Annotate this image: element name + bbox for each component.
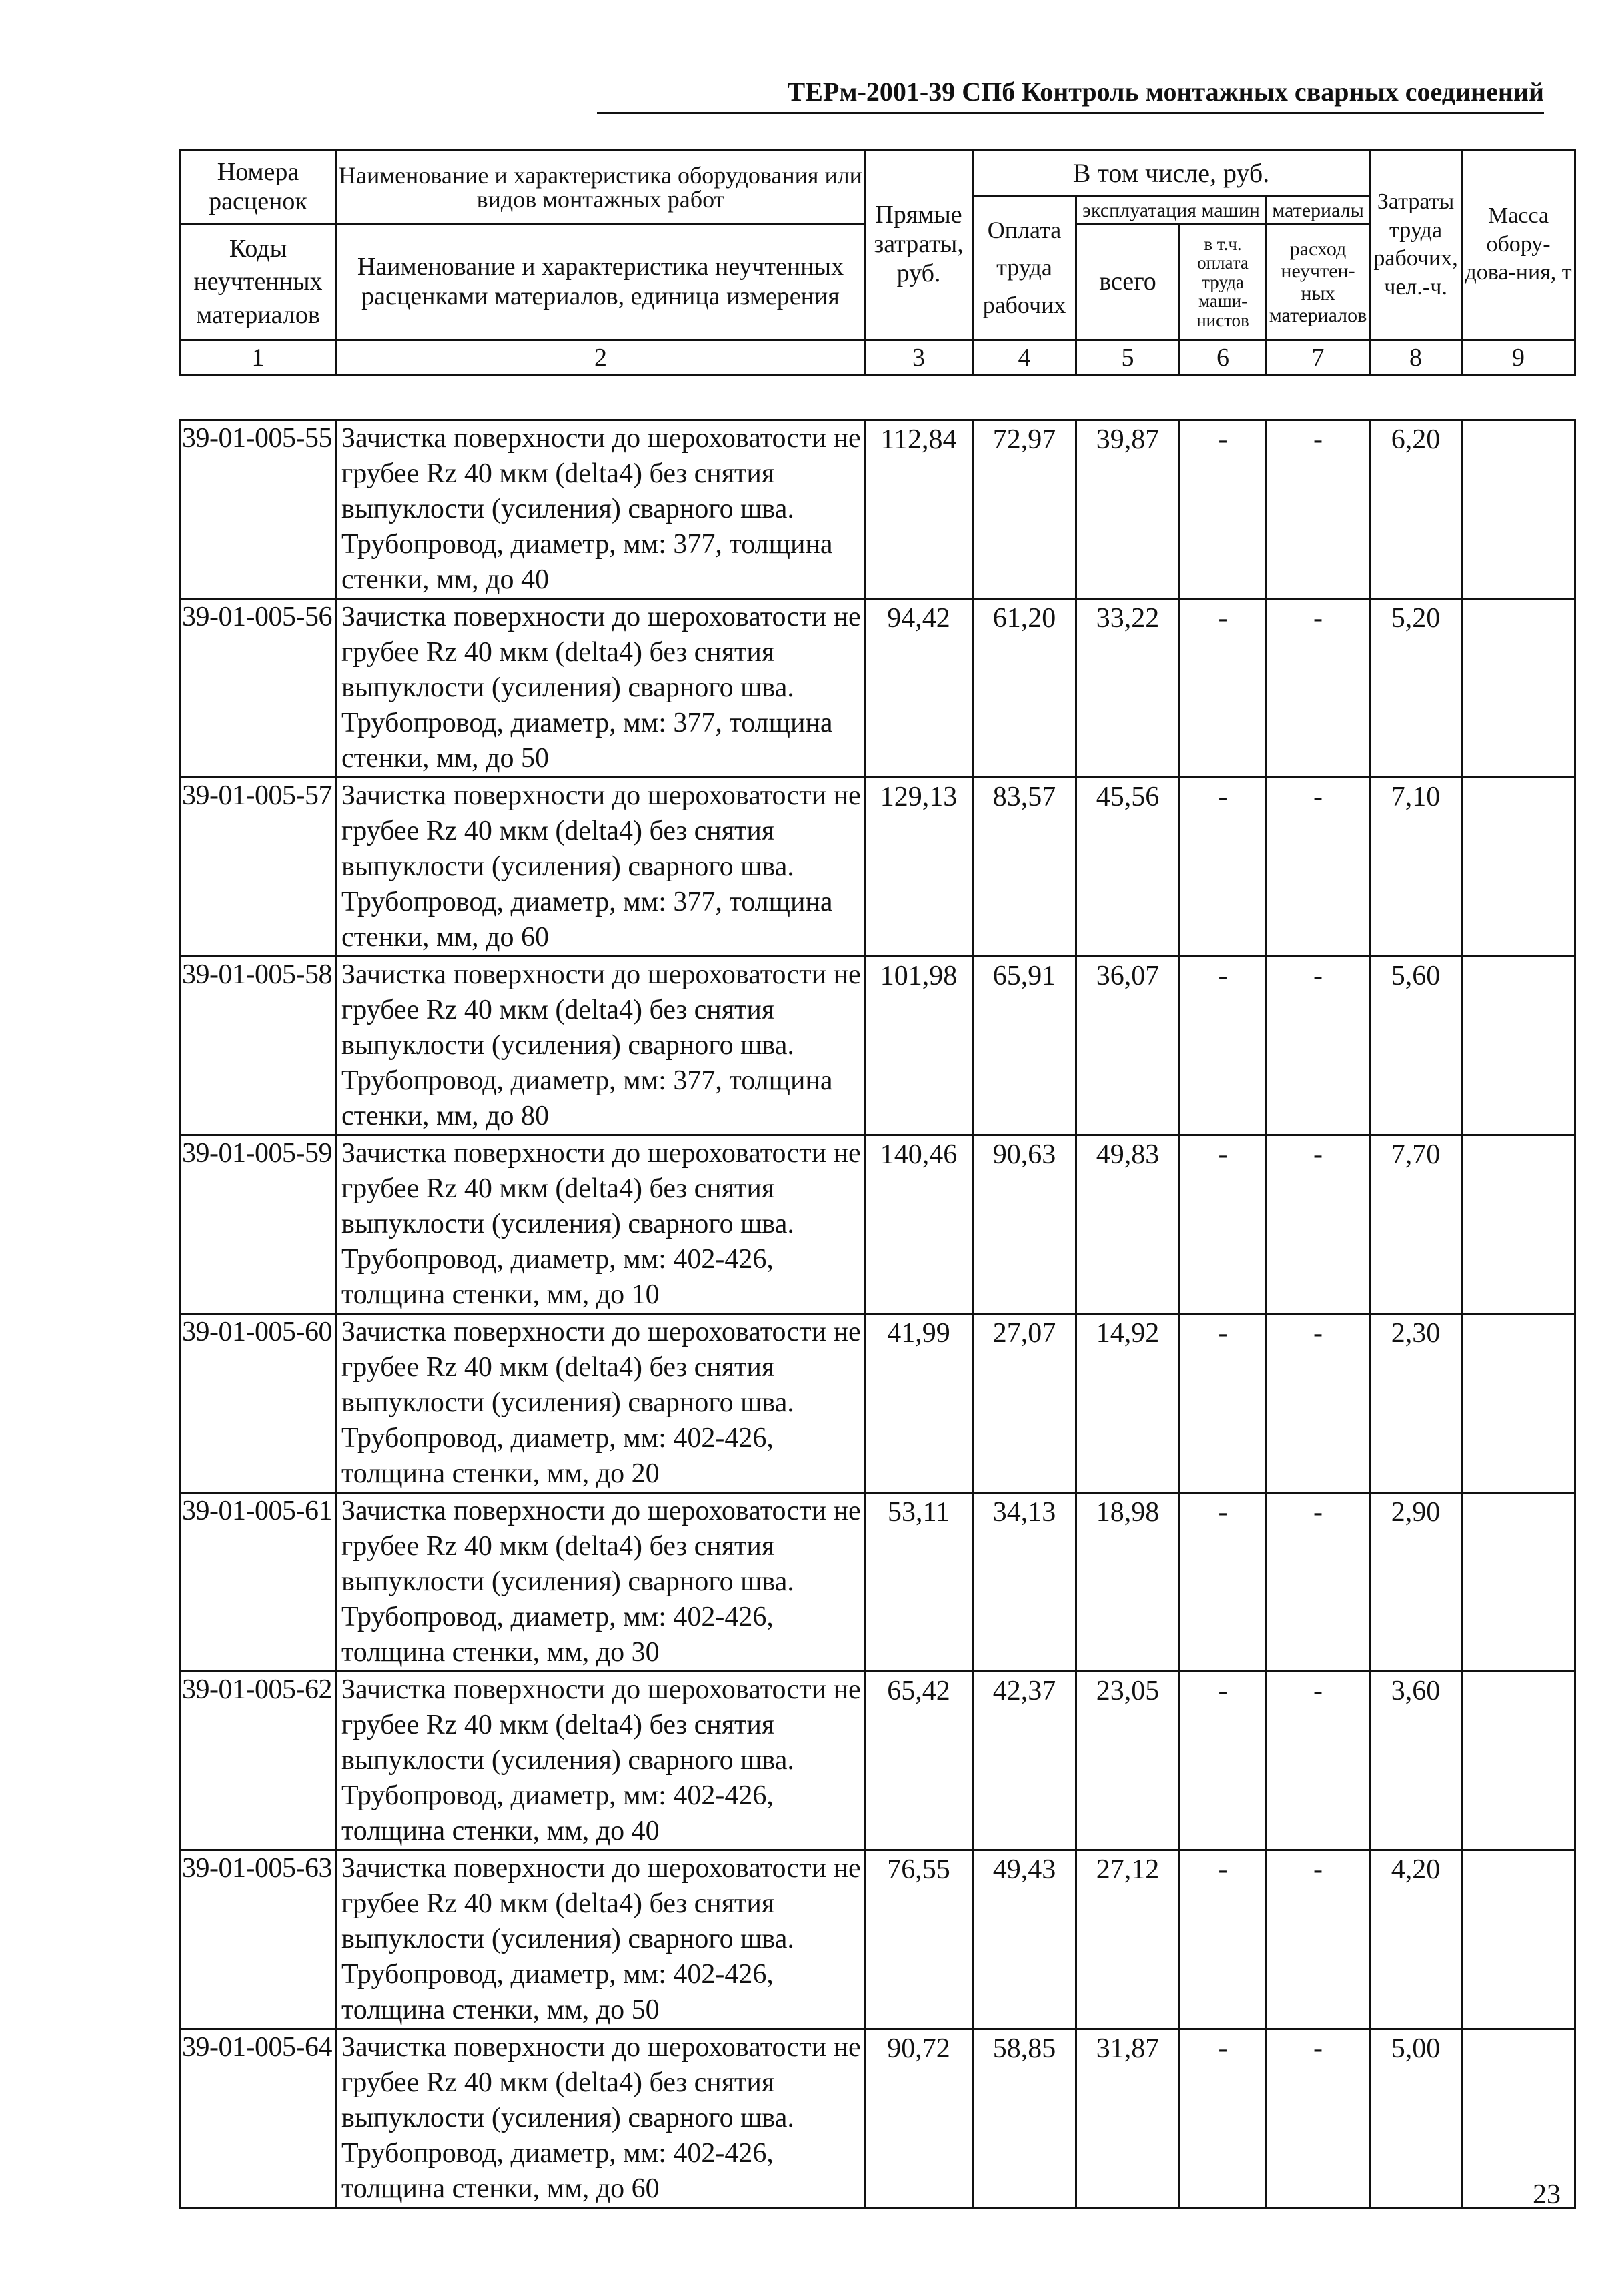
rate-description: Зачистка поверхности до шероховатости не грубее Rz 40 мкм (delta4) без снятия выпуклости (усиления) сварного шва. Трубопровод, диаметр, мм: 377, толщина стенки, мм, до 40 bbox=[337, 420, 865, 599]
table-row bbox=[180, 1493, 1575, 1672]
header-machines-group: эксплуатация машин bbox=[1076, 197, 1267, 225]
rate-description: Зачистка поверхности до шероховатости не грубее Rz 40 мкм (delta4) без снятия выпуклости (усиления) сварного шва. Трубопровод, диаметр, мм: 402-426, толщина стенки, мм, до 50 bbox=[337, 1850, 865, 2029]
table-row bbox=[180, 420, 1575, 599]
labor-cost: 42,37 bbox=[973, 1672, 1076, 1850]
labor-hours: 4,20 bbox=[1370, 1850, 1462, 2029]
labor-cost: 72,97 bbox=[973, 420, 1076, 599]
table-header bbox=[179, 149, 1576, 376]
materials-consumption: - bbox=[1267, 1850, 1370, 2029]
direct-costs: 112,84 bbox=[865, 420, 973, 599]
labor-hours: 6,20 bbox=[1370, 420, 1462, 599]
rate-code: 39-01-005-59 bbox=[180, 1135, 337, 1314]
col-number: 9 bbox=[1462, 340, 1575, 376]
direct-costs: 94,42 bbox=[865, 599, 973, 778]
direct-costs: 90,72 bbox=[865, 2029, 973, 2208]
col-number: 1 bbox=[180, 340, 337, 376]
table-row bbox=[180, 1672, 1575, 1850]
direct-costs: 65,42 bbox=[865, 1672, 973, 1850]
machinists-cost: - bbox=[1180, 778, 1267, 957]
direct-costs: 101,98 bbox=[865, 957, 973, 1135]
machines-total: 14,92 bbox=[1076, 1314, 1180, 1493]
col-number: 6 bbox=[1180, 340, 1267, 376]
rates-table bbox=[179, 419, 1576, 2209]
rate-code: 39-01-005-62 bbox=[180, 1672, 337, 1850]
labor-cost: 49,43 bbox=[973, 1850, 1076, 2029]
materials-consumption: - bbox=[1267, 1314, 1370, 1493]
col-number: 7 bbox=[1267, 340, 1370, 376]
rate-code: 39-01-005-56 bbox=[180, 599, 337, 778]
equipment-mass bbox=[1462, 1135, 1575, 1314]
header-col2-top: Наименование и характеристика оборудования или видов монтажных работ bbox=[337, 150, 865, 225]
table-row bbox=[180, 1850, 1575, 2029]
machines-total: 45,56 bbox=[1076, 778, 1180, 957]
labor-cost: 34,13 bbox=[973, 1493, 1076, 1672]
equipment-mass bbox=[1462, 599, 1575, 778]
machinists-cost: - bbox=[1180, 1314, 1267, 1493]
table-row bbox=[180, 599, 1575, 778]
machines-total: 49,83 bbox=[1076, 1135, 1180, 1314]
machines-total: 18,98 bbox=[1076, 1493, 1180, 1672]
rate-code: 39-01-005-63 bbox=[180, 1850, 337, 2029]
machines-total: 31,87 bbox=[1076, 2029, 1180, 2208]
rate-description: Зачистка поверхности до шероховатости не грубее Rz 40 мкм (delta4) без снятия выпуклости (усиления) сварного шва. Трубопровод, диаметр, мм: 402-426, толщина стенки, мм, до 10 bbox=[337, 1135, 865, 1314]
rate-code: 39-01-005-61 bbox=[180, 1493, 337, 1672]
col-number: 8 bbox=[1370, 340, 1462, 376]
labor-hours: 7,70 bbox=[1370, 1135, 1462, 1314]
rate-code: 39-01-005-60 bbox=[180, 1314, 337, 1493]
header-col4: Оплата труда рабочих bbox=[973, 197, 1076, 340]
table-row bbox=[180, 957, 1575, 1135]
labor-hours: 5,60 bbox=[1370, 957, 1462, 1135]
machinists-cost: - bbox=[1180, 1672, 1267, 1850]
materials-consumption: - bbox=[1267, 1493, 1370, 1672]
equipment-mass bbox=[1462, 1850, 1575, 2029]
machinists-cost: - bbox=[1180, 957, 1267, 1135]
machinists-cost: - bbox=[1180, 420, 1267, 599]
machines-total: 27,12 bbox=[1076, 1850, 1180, 2029]
machines-total: 23,05 bbox=[1076, 1672, 1180, 1850]
header-materials-group: материалы bbox=[1267, 197, 1370, 225]
materials-consumption: - bbox=[1267, 957, 1370, 1135]
direct-costs: 53,11 bbox=[865, 1493, 973, 1672]
labor-hours: 2,30 bbox=[1370, 1314, 1462, 1493]
table-row bbox=[180, 1314, 1575, 1493]
table-row bbox=[180, 778, 1575, 957]
table-row bbox=[180, 2029, 1575, 2208]
col-number: 5 bbox=[1076, 340, 1180, 376]
machines-total: 36,07 bbox=[1076, 957, 1180, 1135]
direct-costs: 41,99 bbox=[865, 1314, 973, 1493]
col-number: 3 bbox=[865, 340, 973, 376]
machinists-cost: - bbox=[1180, 1135, 1267, 1314]
labor-hours: 3,60 bbox=[1370, 1672, 1462, 1850]
rate-description: Зачистка поверхности до шероховатости не грубее Rz 40 мкм (delta4) без снятия выпуклости (усиления) сварного шва. Трубопровод, диаметр, мм: 402-426, толщина стенки, мм, до 60 bbox=[337, 2029, 865, 2208]
rate-description: Зачистка поверхности до шероховатости не грубее Rz 40 мкм (delta4) без снятия выпуклости (усиления) сварного шва. Трубопровод, диаметр, мм: 377, толщина стенки, мм, до 60 bbox=[337, 778, 865, 957]
equipment-mass bbox=[1462, 1672, 1575, 1850]
labor-cost: 27,07 bbox=[973, 1314, 1076, 1493]
direct-costs: 140,46 bbox=[865, 1135, 973, 1314]
rate-description: Зачистка поверхности до шероховатости не грубее Rz 40 мкм (delta4) без снятия выпуклости (усиления) сварного шва. Трубопровод, диаметр, мм: 377, толщина стенки, мм, до 50 bbox=[337, 599, 865, 778]
materials-consumption: - bbox=[1267, 1135, 1370, 1314]
machinists-cost: - bbox=[1180, 599, 1267, 778]
header-col1-top: Номера расценок bbox=[180, 150, 337, 225]
table-row bbox=[180, 1135, 1575, 1314]
machinists-cost: - bbox=[1180, 2029, 1267, 2208]
page-header: ТЕРм-2001-39 СПб Контроль монтажных сварных соединений bbox=[597, 72, 1544, 114]
col-number: 2 bbox=[337, 340, 865, 376]
rate-code: 39-01-005-55 bbox=[180, 420, 337, 599]
equipment-mass bbox=[1462, 1314, 1575, 1493]
rate-code: 39-01-005-57 bbox=[180, 778, 337, 957]
header-col2-bottom: Наименование и характеристика неучтенных расценками материалов, единица измерения bbox=[337, 225, 865, 340]
labor-cost: 90,63 bbox=[973, 1135, 1076, 1314]
rate-code: 39-01-005-64 bbox=[180, 2029, 337, 2208]
page-number: 23 bbox=[1533, 2179, 1561, 2210]
header-col5: всего bbox=[1076, 225, 1180, 340]
direct-costs: 129,13 bbox=[865, 778, 973, 957]
labor-cost: 65,91 bbox=[973, 957, 1076, 1135]
materials-consumption: - bbox=[1267, 420, 1370, 599]
header-col6: в т.ч. оплата труда маши-нистов bbox=[1180, 225, 1267, 340]
materials-consumption: - bbox=[1267, 1672, 1370, 1850]
rate-description: Зачистка поверхности до шероховатости не грубее Rz 40 мкм (delta4) без снятия выпуклости (усиления) сварного шва. Трубопровод, диаметр, мм: 402-426, толщина стенки, мм, до 30 bbox=[337, 1493, 865, 1672]
labor-hours: 2,90 bbox=[1370, 1493, 1462, 1672]
materials-consumption: - bbox=[1267, 2029, 1370, 2208]
materials-consumption: - bbox=[1267, 778, 1370, 957]
equipment-mass bbox=[1462, 1493, 1575, 1672]
labor-hours: 5,00 bbox=[1370, 2029, 1462, 2208]
header-col3: Прямые затраты, руб. bbox=[865, 150, 973, 340]
materials-consumption: - bbox=[1267, 599, 1370, 778]
rate-code: 39-01-005-58 bbox=[180, 957, 337, 1135]
header-group-title: В том числе, руб. bbox=[973, 150, 1370, 197]
equipment-mass bbox=[1462, 420, 1575, 599]
equipment-mass bbox=[1462, 957, 1575, 1135]
rate-description: Зачистка поверхности до шероховатости не грубее Rz 40 мкм (delta4) без снятия выпуклости (усиления) сварного шва. Трубопровод, диаметр, мм: 402-426, толщина стенки, мм, до 20 bbox=[337, 1314, 865, 1493]
labor-hours: 5,20 bbox=[1370, 599, 1462, 778]
header-col1-bottom: Коды неучтенных материалов bbox=[180, 225, 337, 340]
labor-cost: 58,85 bbox=[973, 2029, 1076, 2208]
machines-total: 33,22 bbox=[1076, 599, 1180, 778]
machinists-cost: - bbox=[1180, 1493, 1267, 1672]
machinists-cost: - bbox=[1180, 1850, 1267, 2029]
header-col8: Затраты труда рабочих, чел.-ч. bbox=[1370, 150, 1462, 340]
header-col7: расход неучтен-ных материалов bbox=[1267, 225, 1370, 340]
labor-cost: 61,20 bbox=[973, 599, 1076, 778]
header-col9: Масса обору-дова-ния, т bbox=[1462, 150, 1575, 340]
rate-description: Зачистка поверхности до шероховатости не грубее Rz 40 мкм (delta4) без снятия выпуклости (усиления) сварного шва. Трубопровод, диаметр, мм: 402-426, толщина стенки, мм, до 40 bbox=[337, 1672, 865, 1850]
labor-hours: 7,10 bbox=[1370, 778, 1462, 957]
machines-total: 39,87 bbox=[1076, 420, 1180, 599]
equipment-mass bbox=[1462, 778, 1575, 957]
col-number: 4 bbox=[973, 340, 1076, 376]
direct-costs: 76,55 bbox=[865, 1850, 973, 2029]
labor-cost: 83,57 bbox=[973, 778, 1076, 957]
rate-description: Зачистка поверхности до шероховатости не грубее Rz 40 мкм (delta4) без снятия выпуклости (усиления) сварного шва. Трубопровод, диаметр, мм: 377, толщина стенки, мм, до 80 bbox=[337, 957, 865, 1135]
